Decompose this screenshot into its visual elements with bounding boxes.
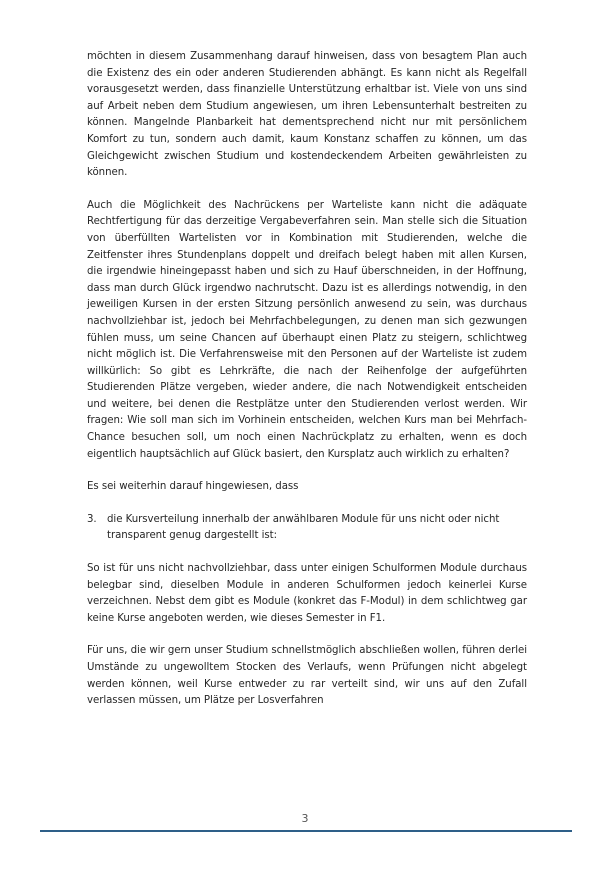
- paragraph: So ist für uns nicht nachvollziehbar, dass unter einigen Schulformen Module durchaus belegbar sind, dieselben Module in anderen Schulformen jedoch keinerlei Kurse verzeichnen. Nebst dem gibt es Module (konkret das F-Modul) in dem schlichtweg gar keine Kurse angeboten werden, wie dieses Semester in F1.: [87, 563, 527, 624]
- paragraph: Es sei weiterhin darauf hingewiesen, dass: [87, 481, 299, 493]
- footer-rule: [40, 830, 572, 832]
- list-item: [87, 512, 527, 545]
- paragraph: Auch die Möglichkeit des Nachrückens per Warteliste kann nicht die adäquate Rechtfertigung für das derzeitige Vergabeverfahren sein. Man stelle sich die Situation von überfüllten Wartelisten vor in Kombination mit Studierenden, welche die Zeitfenster ihres Stundenplans doppelt und dreifach belegt haben mit allen Kursen, die irgendwie hineingepasst haben und sich zu Hauf überschneiden, in der Hoffnung, dass man durch Glück irgendwo nachrutscht. Dazu ist es allerdings notwendig, in den jeweiligen Kursen in der ersten Sitzung persönlich anwesend zu sein, was durchaus nachvollziehbar ist, jedoch bei Mehrfachbelegungen, zu denen man sich gezwungen fühlen muss, um seine Chancen auf überhaupt einen Platz zu steigern, schlichtweg nicht möglich ist. Die Verfahrensweise mit den Personen auf der Warteliste ist zudem willkürlich: So gibt es Lehrkräfte, die nach der Reihenfolge der aufgeführten Studierenden Plätze vergeben, wieder andere, die nach Notwendigkeit entscheiden und weitere, bei denen die Restplätze unter den Studierenden verlost werden. Wir fragen: Wie soll man sich im Vorhinein entscheiden, welchen Kurs man bei Mehrfach-Chance besuchen soll, um noch einen Nachrückplatz zu erhalten, wenn es doch eigentlich hauptsächlich auf Glück basiert, den Kursplatz auch wirklich zu erhalten?: [87, 199, 527, 460]
- paragraph: Für uns, die wir gern unser Studium schnellstmöglich abschließen wollen, führen derlei Umstände zu ungewolltem Stocken des Verlaufs, wenn Prüfungen nicht abgelegt werden können, weil Kurse entweder zu rar verteilt sind, wir uns auf den Zufall verlassen müssen, um Plätze per Losverfahren: [87, 645, 527, 707]
- list-item-text: die Kursverteilung innerhalb der anwählbaren Module für uns nicht oder nicht transparent genug dargestellt ist:: [107, 513, 500, 542]
- paragraph: möchten in diesem Zusammenhang darauf hinweisen, dass von besagtem Plan auch die Existenz des ein oder anderen Studierenden abhängt. Es kann nicht als Regelfall vorausgesetzt werden, dass finanzielle Unterstützung erhaltbar ist. Viele von uns sind auf Arbeit neben dem Studium angewiesen, um ihren Lebensunterhalt bestreiten zu können. Mangelnde Planbarkeit hat dementsprechend nicht nur mit persönlichem Komfort zu tun, sondern auch damit, kaum Konstanz schaffen zu können, um das Gleichgewicht zwischen Studium und kostendeckendem Arbeiten gewährleisten zu können.: [87, 51, 527, 179]
- page-number: 3: [301, 812, 309, 825]
- page-body: [87, 49, 527, 710]
- list-item-number: 3.: [87, 513, 97, 525]
